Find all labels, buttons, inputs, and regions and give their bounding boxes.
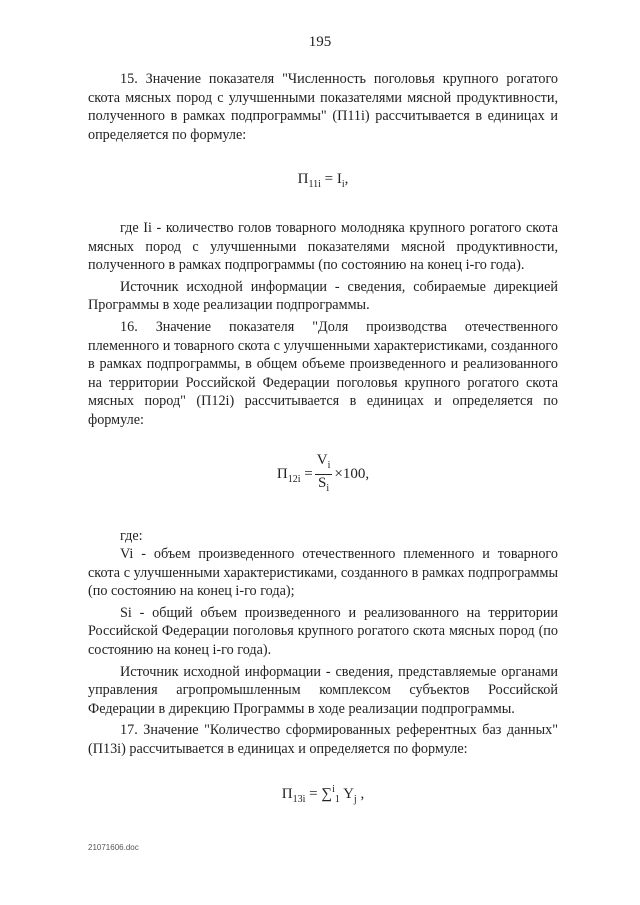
formula-fraction xyxy=(315,452,333,497)
formula-p12 xyxy=(88,452,558,497)
formula-lhs-sub: 12i xyxy=(287,473,301,485)
formula-lhs-sub: 13i xyxy=(292,793,306,805)
formula-lhs: П xyxy=(297,171,309,188)
formula-p13 xyxy=(88,781,558,810)
formula-tail: ×100, xyxy=(334,465,370,482)
formula-rhs: = I xyxy=(324,171,342,188)
paragraph-15: 15. Значение показателя "Численность поголовья крупного рогатого скота мясных пород с улучшенными показателями мясной продуктивности, полученного в рамках подпрограммы" (П11i) рассчитывается в единицах и определяется по формуле: xyxy=(88,71,558,143)
footer-filename: 21071606.doc xyxy=(88,843,139,852)
formula-eq: = xyxy=(304,465,313,482)
formula-p11 xyxy=(88,170,558,195)
formula-tail: , xyxy=(360,785,365,802)
formula-tail: , xyxy=(344,171,349,188)
fraction-numerator: $V_i$ xyxy=(315,452,333,475)
formula-lhs: П xyxy=(281,785,293,802)
document-body xyxy=(88,70,558,809)
formula-lhs: П xyxy=(276,465,288,482)
formula-sum: = ∑ xyxy=(309,785,333,802)
paragraph-17: 17. Значение "Количество сформированных референтных баз данных" (П13i) рассчитывается в единицах и определяется по формуле: xyxy=(88,722,558,758)
formula-rhs-sub: i xyxy=(341,179,345,191)
paragraph-15-definition: где Ii - количество голов товарного молодняка крупного рогатого скота мясных пород с улучшенными показателями мясной продуктивности, полученного в рамках подпрограммы (по состоянию на конец i-го года). xyxy=(88,219,558,274)
paragraph-16-v-definition: Vi - объем произведенного отечественного племенного и товарного скота с улучшенными характеристиками, созданного в рамках подпрограммы (по состоянию на конец i-го года); xyxy=(88,546,558,600)
formula-var-sub: j xyxy=(353,793,357,805)
paragraph-16-s-definition: Si - общий объем произведенного и реализованного на территории Российской Федерации поголовья крупного рогатого скота мясных пород (по состоянию на конец i-го года). xyxy=(88,604,558,659)
paragraph-16-source: Источник исходной информации - сведения, представляемые органами управления агропромышленным комплексом субъектов Российской Федерации в дирекцию Программы в ходе реализации подпрограммы. xyxy=(88,663,558,717)
sum-lower: 1 xyxy=(334,793,340,805)
formula-lhs-sub: 11i xyxy=(308,179,321,191)
formula-var: Y xyxy=(343,785,354,802)
paragraph-16-where: где: xyxy=(120,527,143,544)
paragraph-16: 16. Значение показателя "Доля производства отечественного племенного и товарного скота с улучшенными характеристиками, созданного в рамках подпрограммы, в общем объеме произведенного и реализованного на территории Российской Федерации поголовья крупного рогатого скота мясных пород" (П12i) рассчитывается в единицах и определяется по формуле: xyxy=(88,318,558,428)
paragraph-15-source: Источник исходной информации - сведения, собираемые дирекцией Программы в ходе реализации подпрограммы. xyxy=(88,278,558,314)
fraction-denominator: $S_i$ xyxy=(318,474,330,494)
page-number: 195 xyxy=(308,34,332,50)
sum-upper: i xyxy=(332,783,335,795)
